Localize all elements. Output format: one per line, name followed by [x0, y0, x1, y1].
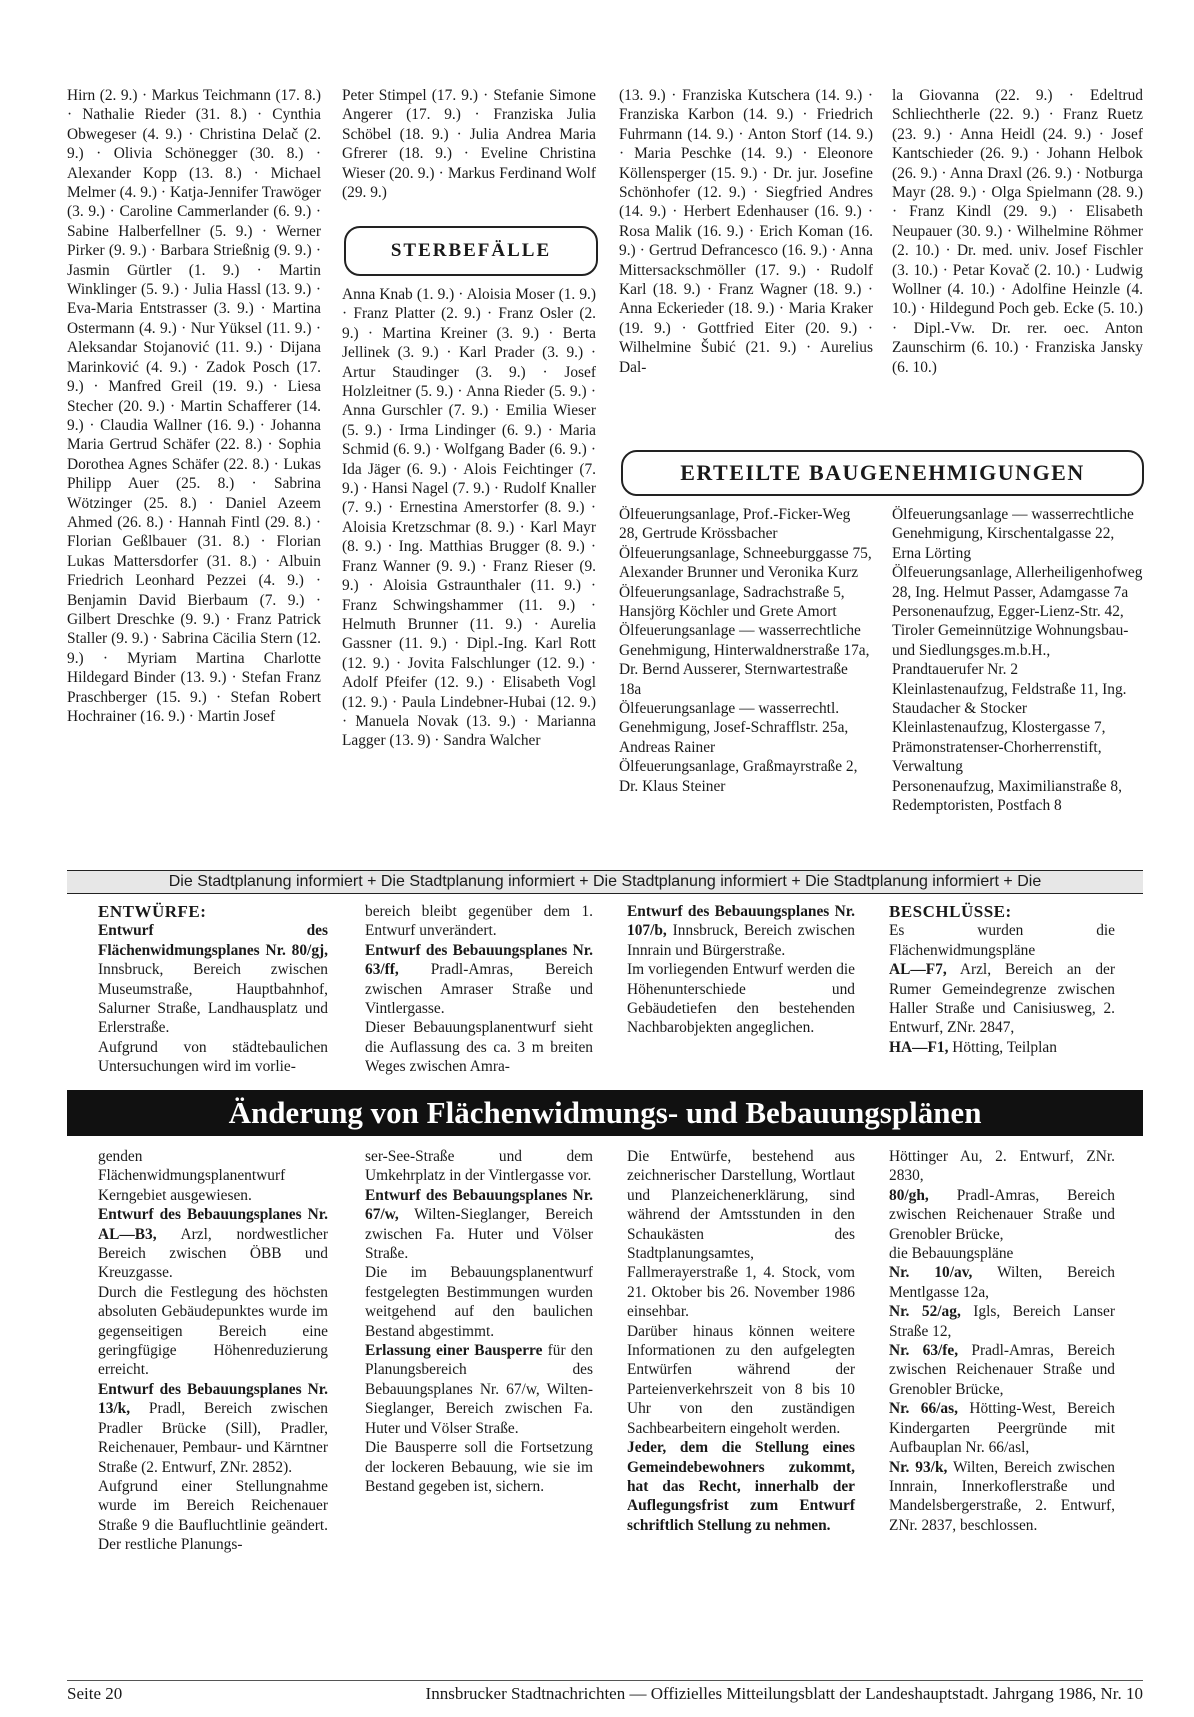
plan-code: Nr. 93/k,: [889, 1458, 948, 1476]
geburten-column-2: [342, 86, 596, 202]
plan-paragraph: [889, 1341, 1115, 1399]
bau-entry: Personenaufzug, Egger-Lienz-Str. 42, Tiroler Gemeinnützige Wohnungsbau- und Siedlungsges.m.b.H., Prandtauerufer Nr. 2: [892, 603, 1129, 679]
entwurf-paragraph: [98, 921, 328, 1037]
beschluesse-heading: BESCHLÜSSE:: [889, 902, 1012, 921]
sterbefaelle-column-2: [342, 285, 596, 751]
bau-entry: Ölfeuerungsanlage — wasserrechtliche Genehmigung, Hinterwaldnerstraße 17a, Dr. Bernd Ausserer, Sternwartestraße 18a: [619, 622, 870, 698]
beschluss-paragraph: [889, 960, 1115, 1038]
plan-paragraph: bereich bleibt gegenüber dem 1. Entwurf unverändert.: [365, 903, 593, 940]
sterbefaelle-heading: [344, 226, 598, 276]
plan-paragraph: Höttinger Au, 2. Entwurf, ZNr. 2830,: [889, 1148, 1115, 1185]
sterbefaelle-list-4: la Giovanna (22. 9.) · Edeltrud Schliechtherle (22. 9.) · Franz Ruetz (23. 9.) · Anna Heidl (24. 9.) · Josef Kantschieder (26. 9.) · Johann Helbok (26. 9.) · Anna Draxl (26. 9.) · Notburga Mayr (28. 9.) · Olga Spielmann (28. 9.) · Franz Kindl (29. 9.) · Elisabeth Neupauer (30. 9.) · Wilhelmine Röhmer (2. 10.) · Dr. med. univ. Josef Fischler (3. 10.) · Petar Kovač (2. 10.) · Ludwig Wollner (4. 10.) · Adolfine Heinzle (4. 10.) · Hildegund Poch geb. Ecke (5. 10.) · Dipl.-Vw. Dr. rer. oec. Anton Zaunschirm (6. 10.) · Franziska Jansky (6. 10.): [892, 87, 1143, 376]
beschluss-paragraph: [889, 1038, 1115, 1057]
plan-paragraph: Darüber hinaus können weitere Informationen zu den aufgelegten Entwürfen während der Parteienverkehrszeit von 8 bis 10 Uhr von den zuständigen Sachbearbeitern eingeholt werden.: [627, 1322, 855, 1437]
bau-entry: Ölfeuerungsanlage, Prof.-Ficker-Weg 28, Gertrude Krössbacher: [619, 506, 851, 543]
beschluesse-column: [889, 902, 1115, 1057]
plan-code: Nr. 52/ag,: [889, 1303, 961, 1321]
geburten-list-2: Peter Stimpel (17. 9.) · Stefanie Simone Angerer (17. 9.) · Franziska Julia Schöbel (18. 9.) · Julia Andrea Maria Gfrerer (18. 9.) · Eveline Christina Wieser (20. 9.) · Markus Ferdinand Wolf (29. 9.): [342, 87, 596, 202]
plan-code: 80/gh,: [889, 1186, 929, 1204]
plan-title: Entwurf des Bebauungsplanes Nr. AL—B3,: [98, 1206, 328, 1243]
plan-title: Entwurf des Bebauungsplanes Nr. 107/b,: [627, 903, 855, 940]
plan-paragraph: [889, 1186, 1115, 1244]
plan-text: Arzl, nordwestlicher Bereich zwischen ÖBB und Kreuzgasse.: [98, 1225, 328, 1282]
plan-paragraph: [889, 1302, 1115, 1341]
upper-plan-column-2: [365, 902, 593, 1077]
aenderung-banner-title: Änderung von Flächenwidmungs- und Bebauungsplänen: [228, 1095, 982, 1130]
bau-entry: Kleinlastenaufzug, Klostergasse 7, Prämonstratenser-Chorherrenstift, Verwaltung: [892, 719, 1106, 776]
bau-entry: Ölfeuerungsanlage — wasserrechtl. Genehmigung, Josef-Schrafflstr. 25a, Andreas Rainer: [619, 700, 849, 756]
plan-text: Wilten, Bereich zwischen Innrain, Innerkoflerstraße und Mandelsbergerstraße, 2. Entwurf, ZNr. 2837, beschlossen.: [889, 1458, 1115, 1534]
entwurf-title: Entwurf des Flächenwidmungsplanes Nr. 80/gj,: [98, 922, 328, 959]
plan-paragraph: Die Bausperre soll die Fortsetzung der lockeren Bebauung, wie sie im Bestand gegeben ist, sichern.: [365, 1439, 593, 1495]
bau-entry: Ölfeuerungsanlage — wasserrechtliche Genehmigung, Kirschentalgasse 22, Erna Lörting: [892, 506, 1134, 562]
baugenehmigungen-column-4: [892, 505, 1143, 816]
plan-text: Hötting-West, Bereich Kindergarten Peergründe mit Aufbauplan Nr. 66/asl,: [889, 1400, 1115, 1457]
plan-code: Nr. 66/as,: [889, 1400, 958, 1418]
plan-paragraph: Aufgrund einer Stellungnahme wurde im Bereich Reichenauer Straße 9 die Baufluchtlinie geändert. Der restliche Planungs-: [98, 1477, 328, 1554]
beschluss-paragraph: Es wurden die Flächenwidmungspläne: [889, 922, 1115, 959]
bau-entry: Ölfeuerungsanlage, Sadrachstraße 5, Hansjörg Köchler und Grete Amort: [619, 583, 845, 621]
plan-paragraph: genden Flächenwidmungsplanentwurf Kerngebiet ausgewiesen.: [98, 1148, 286, 1204]
plan-paragraph: [98, 1380, 328, 1477]
stadtplanung-informiert-bar: [67, 870, 1143, 894]
upper-plan-column-3: [627, 902, 855, 1038]
plan-text: Wilten, Bereich Mentlgasse 12a,: [889, 1264, 1115, 1301]
lower-plan-column-3: [627, 1147, 855, 1535]
entwuerfe-heading: ENTWÜRFE:: [98, 902, 207, 921]
entwuerfe-column: [98, 902, 328, 1077]
lower-plan-column-2: [365, 1147, 593, 1496]
plan-paragraph: Dieser Bebauungsplanentwurf sieht die Auflassung des ca. 3 m breiten Weges zwischen Amra-: [365, 1019, 593, 1076]
plan-text: für den Planungsbereich des Bebauungsplanes Nr. 67/w, Wilten-Sieglanger, Bereich zwischen Fa. Huter und Völser Straße.: [365, 1342, 593, 1437]
footer-rule: [67, 1680, 1143, 1681]
stellungnahme-notice: Jeder, dem die Stellung eines Gemeindebewohners zukommt, hat das Recht, innerhalb der Auflegungsfrist zum Entwurf schriftlich Stellung zu nehmen.: [627, 1439, 855, 1534]
lower-plan-column-4: [889, 1147, 1115, 1535]
bau-entry: Ölfeuerungsanlage, Graßmayrstraße 2, Dr. Klaus Steiner: [619, 758, 858, 795]
bau-entry: Personenaufzug, Maximilianstraße 8, Redemptoristen, Postfach 8: [892, 777, 1122, 815]
plan-paragraph: [365, 1186, 593, 1264]
bau-entry: Ölfeuerungsanlage, Schneeburggasse 75, Alexander Brunner und Veronika Kurz: [619, 544, 872, 582]
plan-paragraph: Durch die Festlegung des höchsten absoluten Gebäudepunktes wurde im gegenseitigen Bereich eine geringfügige Höhenreduzierung erreicht.: [98, 1283, 328, 1379]
aenderung-banner: [67, 1090, 1143, 1136]
plan-paragraph: Die im Bebauungsplanentwurf festgelegten Bestimmungen wurden weitgehend auf den baulichen Bestand abgestimmt.: [365, 1264, 593, 1340]
baugenehmigungen-column-3: [619, 505, 873, 796]
plan-paragraph: die Bebauungspläne: [889, 1245, 1014, 1263]
geburten-list-1: Hirn (2. 9.) · Markus Teichmann (17. 8.) · Nathalie Rieder (31. 8.) · Cynthia Obwegeser (4. 9.) · Christina Delač (2. 9.) · Olivia Schönegger (30. 8.) · Alexander Kopp (13. 8.) · Michael Melmer (4. 9.) · Katja-Jennifer Trawöger (3. 9.) · Caroline Cammerlander (6. 9.) · Sabine Halberfellner (5. 9.) · Werner Pirker (9. 9.) · Barbara Strießnig (9. 9.) · Jasmin Gürtler (1. 9.) · Martin Winklinger (5. 9.) · Julia Hassl (13. 9.) · Eva-Maria Entstrasser (3. 9.) · Martina Ostermann (4. 9.) · Nur Yüksel (11. 9.) · Aleksandar Stojanović (11. 9.) · Dijana Marinković (4. 9.) · Zadok Posch (17. 9.) · Manfred Greil (19. 9.) · Liesa Stecher (20. 9.) · Martin Schafferer (14. 9.) · Claudia Wallner (16. 9.) · Johanna Maria Gertrud Schäfer (22. 8.) · Sophia Dorothea Agnes Schäfer (22. 8.) · Lukas Philipp Auer (25. 8.) · Sabrina Wötzinger (25. 8.) · Daniel Azeem Ahmed (26. 8.) · Hannah Fintl (29. 8.) · Florian Geßlbauer (31. 8.) · Florian Lukas Mattersdorfer (31. 8.) · Albuin Friedrich Leonhard Pezzei (4. 9.) · Benjamin David Bierbaum (7. 9.) · Gilbert Dreschke (9. 9.) · Franz Patrick Staller (9. 9.) · Sabrina Cäcilia Stern (12. 9.) · Myriam Martina Charlotte Hildegard Binder (13. 9.) · Stefan Franz Praschberger (15. 9.) · Stefan Robert Hochrainer (16. 9.) · Martin Josef: [67, 87, 321, 725]
plan-text: Pradl-Amras, Bereich zwischen Reichenauer Straße und Grenobler Brücke,: [889, 1342, 1116, 1398]
plan-text: Innsbruck, Bereich zwischen Innrain und Bürgerstraße.: [627, 922, 855, 959]
footer-page-number: Seite 20: [67, 1684, 123, 1703]
plan-code: Nr. 10/av,: [889, 1264, 973, 1282]
baugenehmigungen-heading-text: ERTEILTE BAUGENEHMIGUNGEN: [680, 460, 1085, 485]
beschluss-text: Arzl, Bereich an der Rumer Gemeindegrenze zwischen Haller Straße und Canisiusweg, 2. Entwurf, ZNr. 2847,: [889, 961, 1115, 1037]
plan-title: Entwurf des Bebauungsplanes Nr. 13/k,: [98, 1380, 328, 1418]
bau-entry: Ölfeuerungsanlage, Allerheiligenhofweg 28, Ing. Helmut Passer, Adamgasse 7a: [892, 564, 1143, 601]
sterbefaelle-column-3: [619, 86, 873, 377]
plan-code: Nr. 63/fe,: [889, 1342, 959, 1360]
plan-title: Erlassung einer Bausperre: [365, 1342, 543, 1360]
bau-entry: Kleinlastenaufzug, Feldstraße 11, Ing. Staudacher & Stocker: [892, 680, 1127, 718]
sterbefaelle-list-3: (13. 9.) · Franziska Kutschera (14. 9.) · Franziska Karbon (14. 9.) · Friedrich Fuhrmann (14. 9.) · Anton Storf (14. 9.) · Maria Peschke (14. 9.) · Eleonore Köllensperger (15. 9.) · Dr. jur. Josefine Schönhofer (12. 9.) · Siegfried Andres (14. 9.) · Herbert Edenhauser (16. 9.) · Rosa Malik (16. 9.) · Erich Koman (16. 9.) · Gertrud Defrancesco (16. 9.) · Anna Mittersackschmöller (17. 9.) · Rudolf Karl (18. 9.) · Franz Wagner (18. 9.) · Anna Eckerieder (18. 9.) · Maria Kraker (19. 9.) · Gottfried Eiter (20. 9.) · Wilhelmine Šubić (21. 9.) · Aurelius Dal-: [619, 87, 873, 376]
stadtplanung-informiert-text: Die Stadtplanung informiert + Die Stadtplanung informiert + Die Stadtplanung informiert + Die Stadtplanung informiert + Die: [168, 873, 1042, 890]
entwurf-paragraph: Aufgrund von städtebaulichen Untersuchungen wird im vorlie-: [98, 1038, 328, 1076]
sterbefaelle-list-2: Anna Knab (1. 9.) · Aloisia Moser (1. 9.) · Franz Platter (2. 9.) · Franz Osler (2. 9.) · Martina Kreiner (3. 9.) · Berta Jellinek (3. 9.) · Karl Prader (3. 9.) · Artur Staudinger (3. 9.) · Josef Holzleitner (5. 9.) · Anna Rieder (5. 9.) · Anna Gurschler (7. 9.) · Emilia Wieser (5. 9.) · Irma Lindinger (6. 9.) · Maria Schmid (6. 9.) · Wolfgang Bader (6. 9.) · Ida Jäger (6. 9.) · Alois Feichtinger (7. 9.) · Hansi Nagel (7. 9.) · Rudolf Knaller (7. 9.) · Ernestina Amerstorfer (8. 9.) · Aloisia Kretzschmar (8. 9.) · Karl Mayr (8. 9.) · Ing. Matthias Brugger (8. 9.) · Franz Wanner (9. 9.) · Franz Rieser (9. 9.) · Aloisia Gstraunthaler (11. 9.) · Franz Schwingshammer (11. 9.) · Helmuth Brunner (11. 9.) · Aurelia Gassner (11. 9.) · Dipl.-Ing. Karl Rott (12. 9.) · Jovita Falschlunger (12. 9.) · Adolf Pfeifer (12. 9.) · Elisabeth Vogl (12. 9.) · Paula Lindebner-Hubai (12. 9.) · Manuela Novak (13. 9.) · Marianna Lagger (13. 9) · Sandra Walcher: [342, 286, 596, 750]
geburten-column-1: [67, 86, 321, 726]
plan-text: Wilten-Sieglanger, Bereich zwischen Fa. Huter und Völser Straße.: [365, 1206, 593, 1263]
lower-plan-column-1: [98, 1147, 328, 1555]
plan-paragraph: ser-See-Straße und dem Umkehrplatz in der Vintlergasse vor.: [365, 1148, 593, 1185]
plan-text: Pradl-Amras, Bereich zwischen Reichenauer Straße und Grenobler Brücke,: [889, 1186, 1115, 1243]
baugenehmigungen-heading: [621, 450, 1144, 496]
plan-paragraph: [98, 1205, 328, 1283]
plan-paragraph: Die Entwürfe, bestehend aus zeichnerischer Darstellung, Wortlaut und Planzeichenerklärung, sind während der Amtsstunden in den Schaukästen des Stadtplanungsamtes, Fallmerayerstraße 1, 4. Stock, vom 21. Oktober bis 26. November 1986 einsehbar.: [627, 1148, 855, 1321]
plan-paragraph: [889, 1263, 1115, 1302]
beschluss-code: HA—F1,: [889, 1038, 949, 1056]
plan-paragraph: [365, 941, 593, 1019]
plan-title: Entwurf des Bebauungsplanes Nr. 67/w,: [365, 1186, 593, 1224]
plan-text: Igls, Bereich Lanser Straße 12,: [889, 1303, 1115, 1340]
plan-title: Entwurf des Bebauungsplanes Nr. 63/ff,: [365, 941, 593, 979]
plan-text: Pradl, Bereich zwischen Pradler Brücke (Sill), Pradler, Reichenauer, Pembaur- und Kärntner Straße (2. Entwurf, ZNr. 2852).: [98, 1400, 328, 1476]
plan-paragraph: [365, 1341, 593, 1438]
plan-text: Pradl-Amras, Bereich zwischen Amraser Straße und Vintlergasse.: [365, 961, 593, 1018]
plan-paragraph: [889, 1458, 1115, 1536]
sterbefaelle-heading-text: STERBEFÄLLE: [390, 240, 552, 261]
plan-paragraph: Im vorliegenden Entwurf werden die Höhenunterschiede und Gebäudetiefen den bestehenden Nachbarobjekten angeglichen.: [627, 961, 855, 1037]
sterbefaelle-column-4: [892, 86, 1143, 377]
plan-paragraph: [627, 902, 855, 960]
plan-paragraph: [627, 1438, 855, 1535]
footer-publication: Innsbrucker Stadtnachrichten — Offizielles Mitteilungsblatt der Landeshauptstadt. Jahrgang 1986, Nr. 10: [425, 1684, 1143, 1703]
plan-paragraph: [889, 1399, 1115, 1457]
entwurf-text: Innsbruck, Bereich zwischen Museumstraße, Hauptbahnhof, Salurner Straße, Landhausplatz und Erlerstraße.: [98, 961, 328, 1037]
beschluss-text: Hötting, Teilplan: [948, 1038, 1057, 1056]
beschluss-code: AL—F7,: [889, 961, 947, 979]
